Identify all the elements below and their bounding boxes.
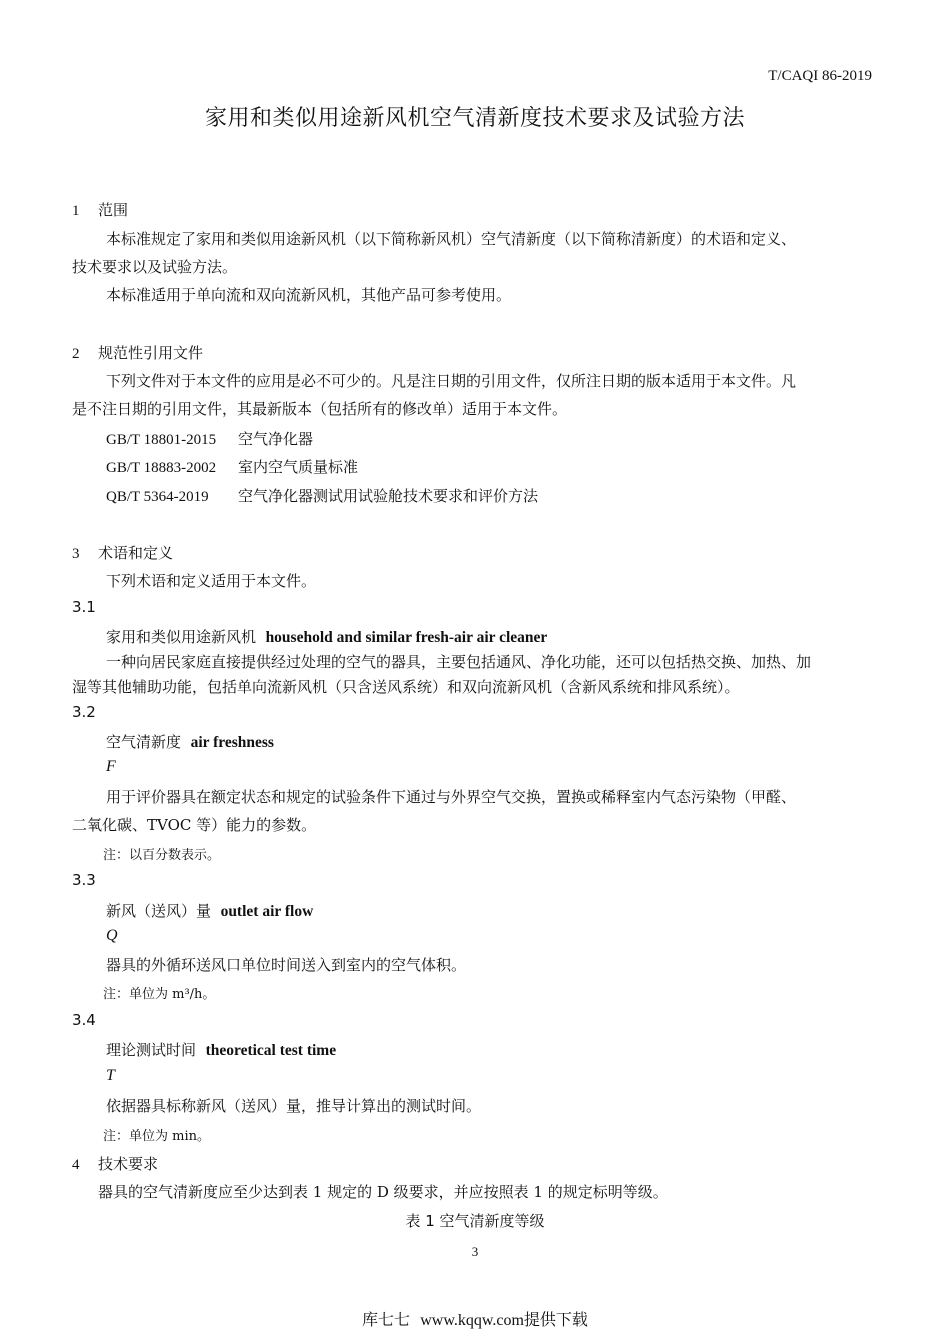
definition: 湿等其他辅助功能，包括单向流新风机（只含送风系统）和双向流新风机（含新风系统和排风系统）。	[72, 678, 740, 696]
section-2-heading	[72, 342, 203, 363]
download-footer	[0, 1307, 950, 1330]
document-title: 家用和类似用途新风机空气清新度技术要求及试验方法	[204, 106, 745, 131]
term-heading	[106, 900, 313, 921]
definition: 用于评价器具在额定状态和规定的试验条件下通过与外界空气交换，置换或稀释室内气态污染物（甲醛、	[106, 788, 797, 806]
section-title: 规范性引用文件	[98, 344, 204, 362]
reference-item	[106, 456, 358, 477]
paragraph: 技术要求以及试验方法。	[72, 258, 238, 276]
section-title: 术语和定义	[98, 544, 174, 562]
term-en: outlet air flow	[220, 903, 314, 920]
note: 注：单位为 m³/h。	[103, 987, 216, 1002]
reference-code: GB/T 18801-2015	[106, 432, 217, 448]
reference-code: QB/T 5364-2019	[106, 489, 209, 505]
section-4-heading	[72, 1153, 158, 1174]
paragraph: 下列术语和定义适用于本文件。	[106, 572, 317, 590]
reference-name: 空气净化器测试用试验舱技术要求和评价方法	[238, 487, 539, 505]
term-symbol: F	[106, 758, 116, 775]
paragraph: 器具的空气清新度应至少达到表 1 规定的 D 级要求，并应按照表 1 的规定标明等级。	[98, 1183, 668, 1201]
footer-suffix: 提供下载	[523, 1310, 588, 1329]
term-cn: 空气清新度	[106, 733, 182, 751]
paragraph: 本标准规定了家用和类似用途新风机（以下简称新风机）空气清新度（以下简称清新度）的术语和定义、	[106, 230, 797, 248]
page-number: 3	[471, 1244, 479, 1259]
standard-number: T/CAQI 86-2019	[768, 68, 872, 84]
subsection-number: 3.1	[72, 598, 96, 616]
term-en: air freshness	[190, 734, 274, 751]
term-symbol: Q	[106, 927, 118, 944]
reference-name: 室内空气质量标准	[238, 458, 359, 476]
reference-name: 空气净化器	[238, 430, 314, 448]
term-heading	[106, 731, 274, 752]
paragraph: 下列文件对于本文件的应用是必不可少的。凡是注日期的引用文件，仅所注日期的版本适用于本文件。凡	[106, 372, 797, 390]
definition: 器具的外循环送风口单位时间送入到室内的空气体积。	[106, 956, 467, 974]
section-number: 4	[72, 1157, 80, 1173]
section-3-heading	[72, 542, 173, 563]
subsection-number: 3.4	[72, 1011, 96, 1029]
term-symbol: T	[106, 1067, 115, 1084]
definition: 依据器具标称新风（送风）量，推导计算出的测试时间。	[106, 1097, 482, 1115]
table-caption: 表 1 空气清新度等级	[405, 1212, 545, 1230]
term-cn: 理论测试时间	[106, 1041, 197, 1059]
subsection-number: 3.3	[72, 871, 96, 889]
subsection-number: 3.2	[72, 703, 96, 721]
term-cn: 新风（送风）量	[106, 902, 212, 920]
term-heading	[106, 626, 547, 647]
definition: 二氧化碳、TVOC 等）能力的参数。	[72, 816, 317, 834]
section-number: 3	[72, 546, 80, 562]
section-number: 1	[72, 203, 80, 219]
term-en: household and similar fresh-air air cleaner	[265, 629, 548, 646]
term-cn: 家用和类似用途新风机	[106, 628, 257, 646]
footer-url[interactable]: www.kqqw.com	[420, 1312, 524, 1329]
section-title: 范围	[98, 201, 129, 219]
section-number: 2	[72, 346, 80, 362]
note: 注：以百分数表示。	[103, 848, 221, 863]
footer-prefix: 库七七	[362, 1310, 411, 1329]
reference-item	[106, 485, 538, 506]
term-en: theoretical test time	[205, 1042, 337, 1059]
reference-code: GB/T 18883-2002	[106, 460, 217, 476]
note: 注：单位为 min。	[103, 1129, 210, 1144]
section-title: 技术要求	[98, 1155, 159, 1173]
definition: 一种向居民家庭直接提供经过处理的空气的器具，主要包括通风、净化功能，还可以包括热交换、加热、加	[106, 653, 812, 671]
reference-item	[106, 428, 313, 449]
section-1-heading	[72, 199, 128, 220]
paragraph: 是不注日期的引用文件，其最新版本（包括所有的修改单）适用于本文件。	[72, 400, 568, 418]
paragraph: 本标准适用于单向流和双向流新风机，其他产品可参考使用。	[106, 286, 512, 304]
term-heading	[106, 1039, 336, 1060]
